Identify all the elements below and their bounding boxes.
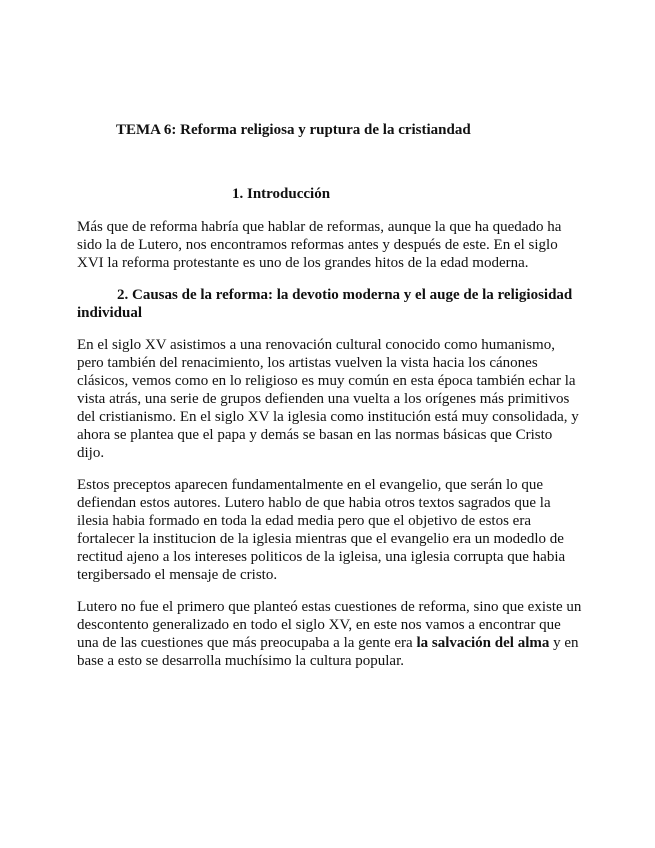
section-2-heading: 2. Causas de la reforma: la devotio moderna y el auge de la religiosidad individual [77,287,573,321]
paragraph-3-emphasis: la salvación del alma [416,635,550,651]
paragraph-3-text-start: Lutero no fue el primero que planteó estas cuestiones de reforma, sino que existe un descontento generalizado en todo el siglo XV, en este nos vamos a encontrar que una de las cuestiones que más preocupaba a la gente era [77,599,582,651]
section-2-paragraph-1: En el siglo XV asistimos a una renovación cultural conocido como humanismo, pero también del renacimiento, los artistas vuelven la vista hacia los cánones clásicos, vemos como en lo religioso es muy común en esta época también echar la vista atrás, una serie de grupos defienden una vuelta a los orígenes más primitivos del cristianismo. En el siglo XV la iglesia como institución está muy consolidada, y ahora se plantea que el papa y demás se basan en las normas básicas que Cristo dijo. [77,337,579,461]
document-body [77,218,583,684]
document-title: TEMA 6: Reforma religiosa y ruptura de la cristiandad [116,122,471,138]
section-2-paragraph-3 [77,598,583,670]
paragraph-3-text-end: y en base a esto se desarrolla muchísimo la cultura popular. [77,635,579,669]
section-2-paragraph-2: Estos preceptos aparecen fundamentalmente en el evangelio, que serán lo que defiendan estos autores. Lutero hablo de que habia otros textos sagrados que la ilesia habia formado en toda la edad media pero que el objetivo de estos era fortalecer la institucion de la iglesia mientras que el evangelio era un modedlo de rectitud ajeno a los intereses politicos de la igleisa, una iglesia corrupta que habia tergibersado el mensaje de cristo. [77,477,566,583]
section-1-heading: 1. Introducción [232,186,331,202]
section-1-paragraph: Más que de reforma habría que hablar de reformas, aunque la que ha quedado ha sido la de Lutero, nos encontramos reformas antes y después de este. En el siglo XVI la reforma protestante es uno de los grandes hitos de la edad moderna. [77,219,562,271]
